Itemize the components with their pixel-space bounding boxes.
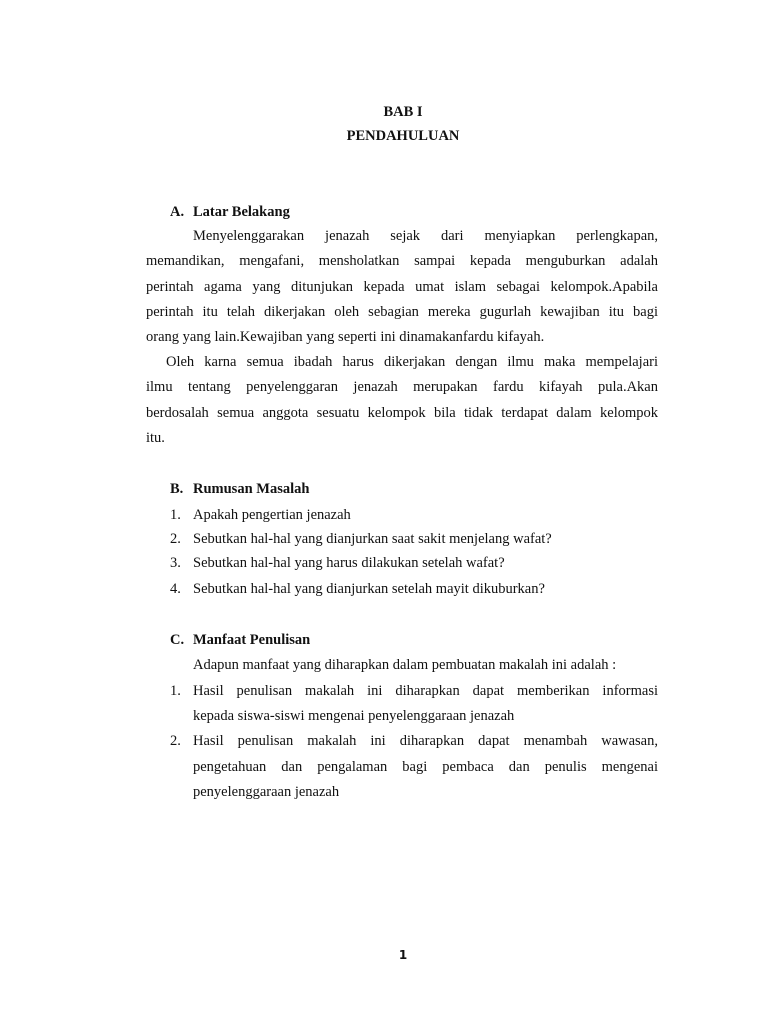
list-item: Sebutkan hal-hal yang dianjurkan saat sakit menjelang wafat? (193, 531, 552, 547)
section-a-heading: Latar Belakang (193, 204, 290, 220)
list-item-line: pengetahuan dan pengalaman bagi pembaca dan penulis mengenai (193, 759, 658, 775)
paragraph-line: Menyelenggarakan jenazah sejak dari menyiapkan perlengkapan, (193, 228, 658, 244)
section-b-heading: Rumusan Masalah (193, 481, 310, 497)
list-item-line: penyelenggaraan jenazah (193, 784, 340, 800)
list-item-number: 1. (170, 683, 181, 699)
list-item: Sebutkan hal-hal yang dianjurkan setelah mayit dikuburkan? (193, 581, 545, 597)
paragraph-line: ilmu tentang penyelenggaran jenazah merupakan fardu kifayah pula.Akan (146, 379, 658, 395)
list-item-number: 3. (170, 555, 181, 571)
paragraph-line: orang yang lain.Kewajiban yang seperti ini dinamakanfardu kifayah. (146, 329, 545, 345)
list-item: Sebutkan hal-hal yang harus dilakukan setelah wafat? (193, 555, 505, 571)
section-c-heading: Manfaat Penulisan (193, 632, 311, 648)
list-item-line: Hasil penulisan makalah ini diharapkan dapat memberikan informasi (193, 683, 658, 699)
paragraph-line: perintah itu telah dikerjakan oleh sebagian mereka gugurlah kewajiban itu bagi (146, 304, 658, 320)
paragraph-line: berdosalah semua anggota sesuatu kelompok bila tidak terdapat dalam kelompok (146, 405, 658, 421)
paragraph-line: perintah agama yang ditunjukan kepada umat islam sebagai kelompok.Apabila (146, 279, 658, 295)
chapter-title: PENDAHULUAN (346, 128, 460, 144)
paragraph-line: itu. (146, 430, 165, 446)
list-item-number: 1. (170, 507, 181, 523)
section-c-letter: C. (170, 632, 185, 648)
page-number: 1 (398, 948, 408, 962)
section-a-letter: A. (170, 204, 185, 220)
list-item: Apakah pengertian jenazah (193, 507, 351, 523)
list-item-number: 2. (170, 733, 181, 749)
list-item-line: kepada siswa-siswi mengenai penyelenggaraan jenazah (193, 708, 515, 724)
paragraph-line: Oleh karna semua ibadah harus dikerjakan dengan ilmu maka mempelajari (166, 354, 658, 370)
list-item-line: Hasil penulisan makalah ini diharapkan dapat menambah wawasan, (193, 733, 658, 749)
chapter-number: BAB I (383, 104, 423, 120)
list-item-number: 4. (170, 581, 181, 597)
section-b-letter: B. (170, 481, 184, 497)
list-item-number: 2. (170, 531, 181, 547)
paragraph-line: memandikan, mengafani, mensholatkan sampai kepada menguburkan adalah (146, 253, 658, 269)
section-c-intro: Adapun manfaat yang diharapkan dalam pembuatan makalah ini adalah : (193, 657, 617, 673)
